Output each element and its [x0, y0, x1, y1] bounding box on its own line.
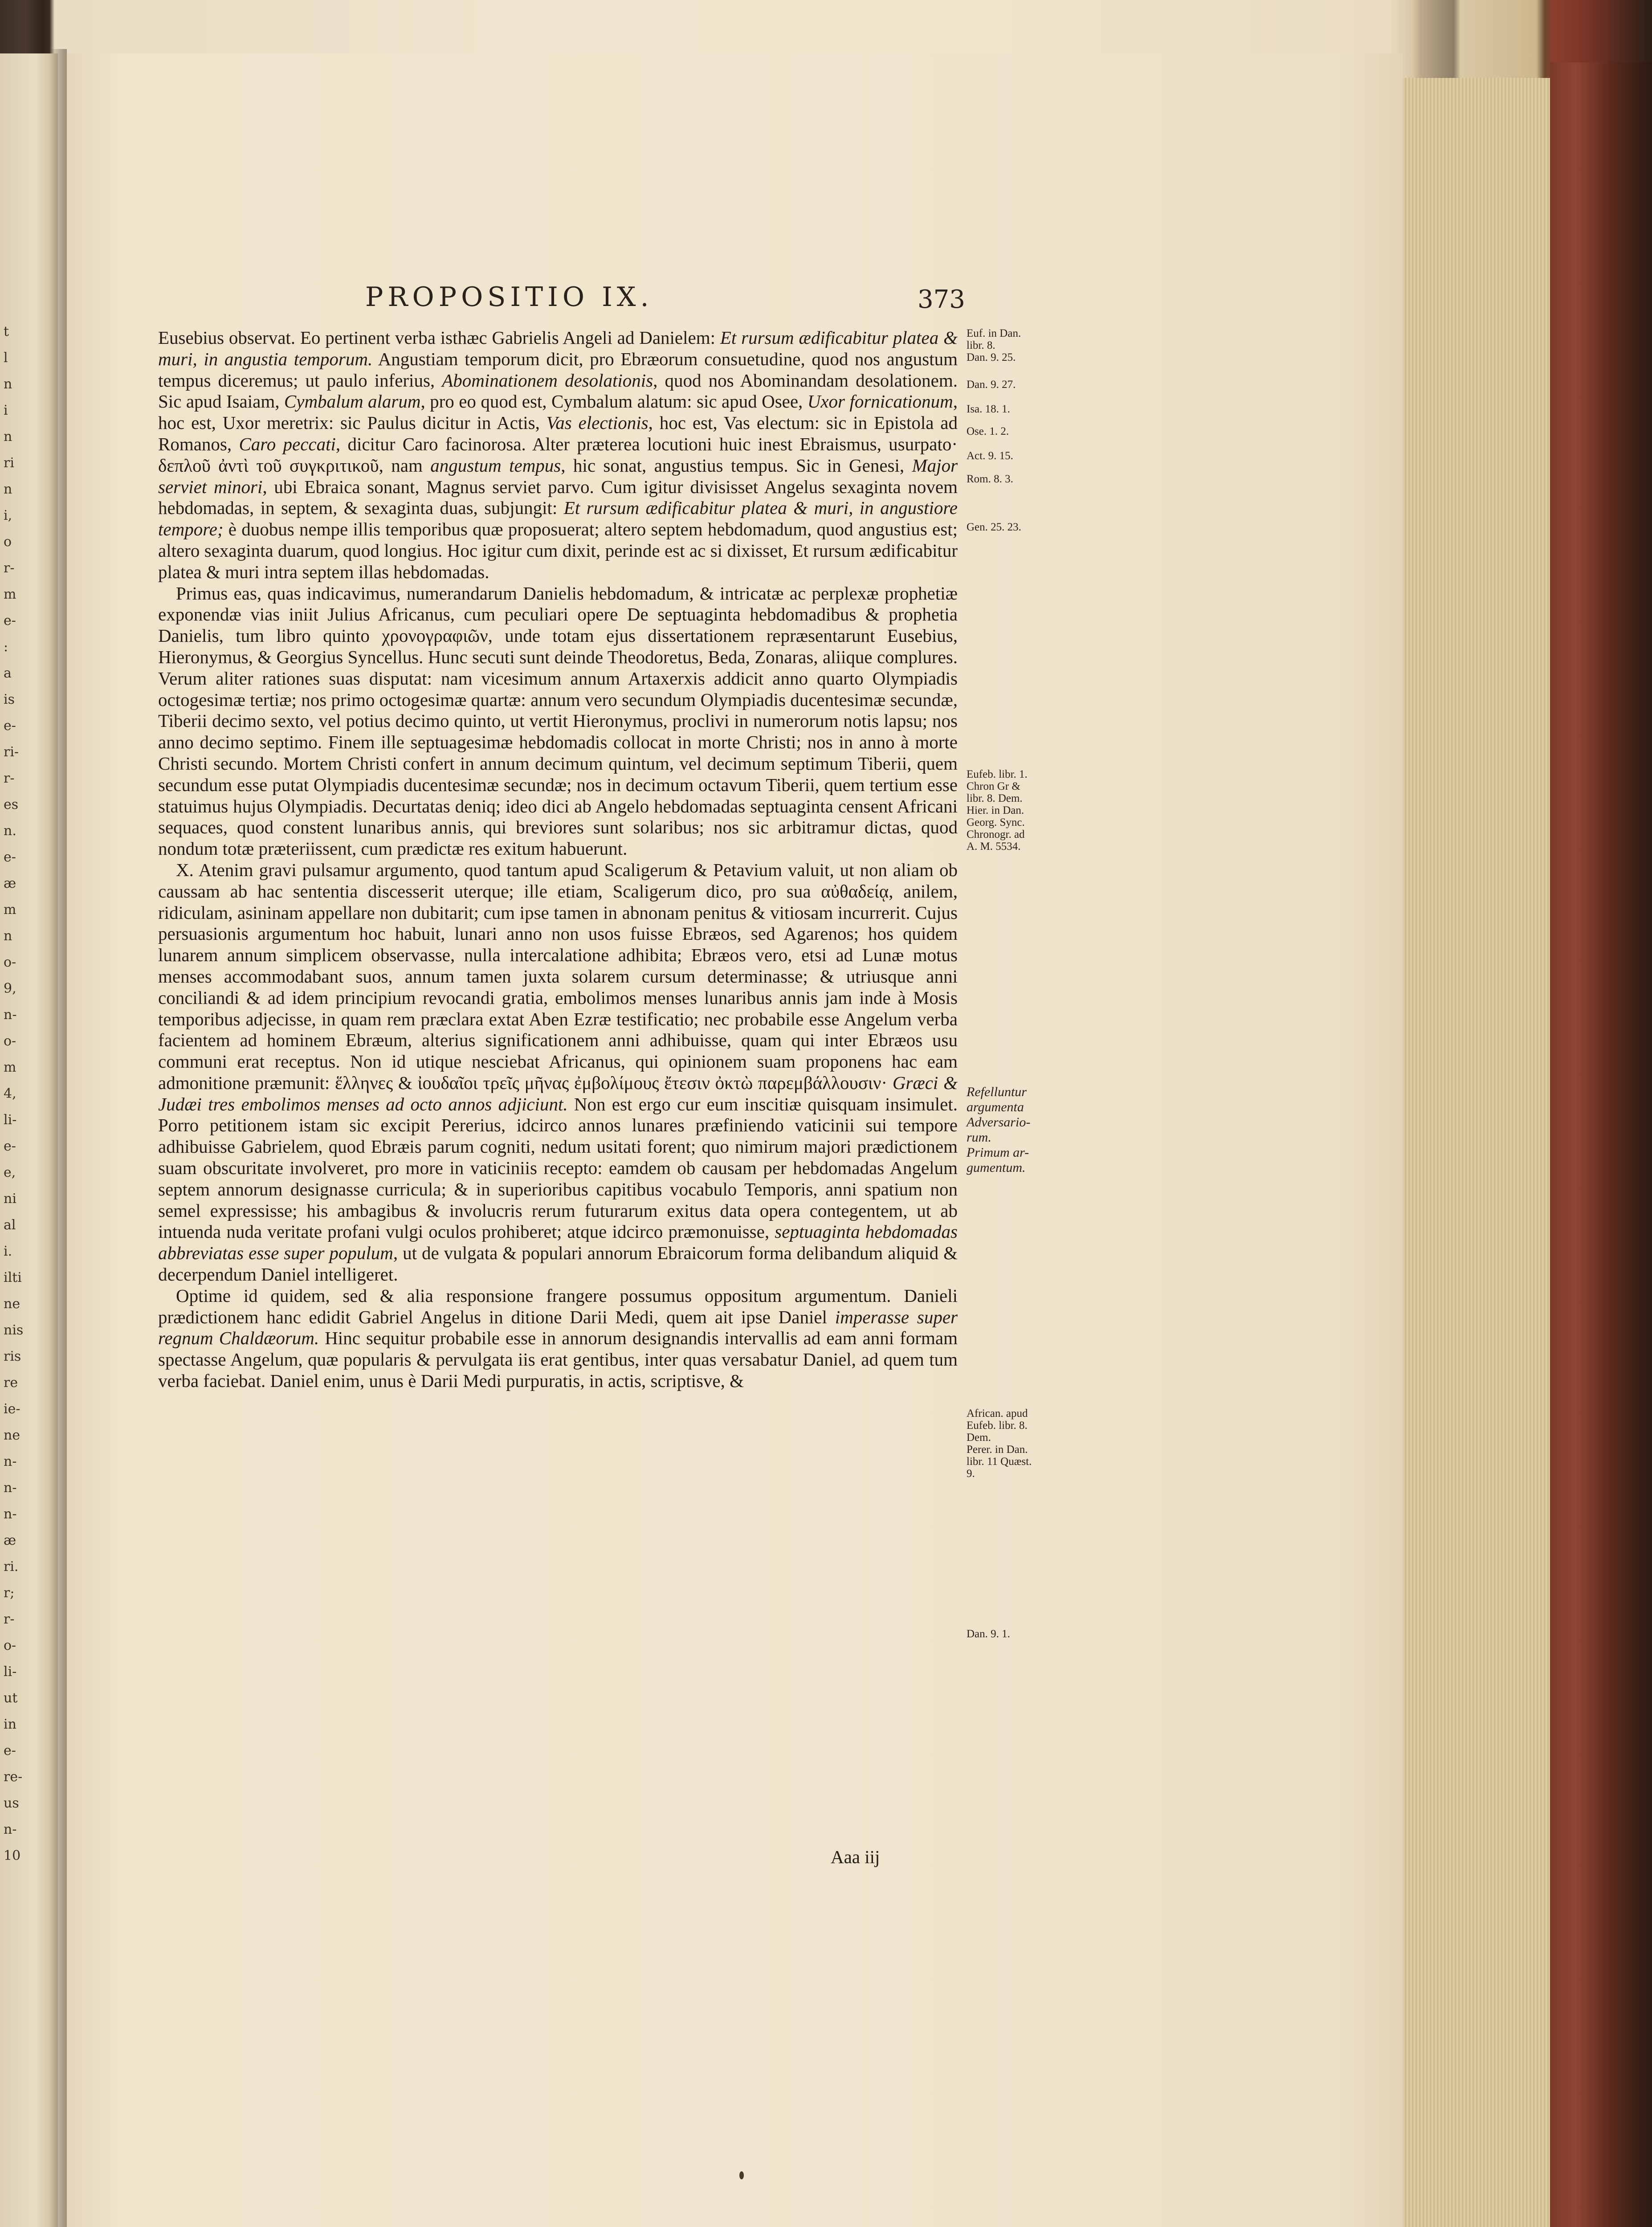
left-page-fragment: re [4, 1375, 18, 1391]
margin-note: Euf. in Dan. libr. 8. Dan. 9. 25. [967, 327, 1021, 363]
margin-note: Refelluntur argumenta Adversario- rum. Primum ar- gumentum. [967, 1085, 1031, 1175]
paragraph: Optime id quidem, sed & alia responsione frangere possumus oppositum argumentum. Danieli prædictionem hanc edidit Gabriel Angelus in ditione Darii Medi, quem ait ipse Daniel imperasse super regnum Chaldæorum. Hinc sequitur probabile esse in annorum designandis intervallis ad eam anni formam spectasse Angelum, quæ popularis & pervulgata iis erat gentibus, inter quas versabatur Daniel, ad quem tum verba faciebat. Daniel enim, unus è Darii Medi purpuratis, in actis, scriptisve, & [158, 1285, 958, 1391]
left-page-fragment: l [4, 350, 8, 366]
left-page-fragment: : [4, 639, 8, 655]
ink-spot [739, 2171, 744, 2179]
left-page-fragment: r- [4, 560, 15, 576]
left-page-fragment: n- [4, 1454, 17, 1469]
left-page-fragment: r- [4, 771, 15, 786]
left-page-fragment: e- [4, 1743, 16, 1758]
left-page-fragment: in [4, 1717, 16, 1732]
left-page-fragment: r- [4, 1611, 15, 1627]
left-page-fragment: n [4, 429, 12, 445]
left-page-fragment: n- [4, 1506, 17, 1522]
left-page-fragment: n [4, 481, 12, 497]
left-page-fragment: i [4, 403, 8, 418]
left-page-fragment: us [4, 1795, 19, 1811]
left-page-fragment: n- [4, 1480, 17, 1496]
margin-note: Dan. 9. 27. [967, 379, 1016, 391]
left-page-fragment: li- [4, 1112, 17, 1128]
left-page-fragment: r; [4, 1585, 15, 1601]
left-page-fragment: o- [4, 1638, 16, 1653]
left-page-fragment: ne [4, 1296, 20, 1312]
left-page-fragment: n. [4, 823, 16, 839]
left-page-fragment: li- [4, 1664, 17, 1680]
gutter-shadow [49, 49, 67, 2227]
left-page-fragment: n- [4, 1007, 17, 1023]
left-page-fragment: i. [4, 1244, 12, 1259]
left-page-fragment: ris [4, 1349, 21, 1364]
page-edges [1403, 78, 1550, 2227]
left-page-fragment: n- [4, 1822, 17, 1837]
left-page-fragment: ni [4, 1191, 16, 1207]
signature-mark: Aaa iij [831, 1847, 880, 1867]
left-page-fragment: o [4, 534, 12, 550]
paragraph: Eusebius observat. Eo pertinent verba isthæc Gabrielis Angeli ad Danielem: Et rursum ædificabitur platea & muri, in angustia temporum. Angustiam temporum dicit, pro Ebræorum consuetudine, quod nos angustum tempus diceremus; ut paulo inferius, Abominationem desolationis, quod nos Abominandam desolationem. Sic apud Isaiam, Cymbalum alarum, pro eo quod est, Cymbalum alatum: sic apud Osee, Uxor fornicationum, hoc est, Uxor meretrix: sic Paulus dicitur in Actis, Vas electionis, hoc est, Vas electum: sic in Epistola ad Romanos, Caro peccati, dicitur Caro facinorosa. Alter præterea locutioni huic inest Ebraismus, usurpato· δεπλοῦ ἀντὶ τοῦ συγκριτικοῦ, nam angustum tempus, hic sonat, angustius tempus. Sic in Genesi, Major serviet minori, ubi Ebraica sonant, Magnus serviet parvo. Cum igitur divisisset Angelus sexaginta novem hebdomadas, in septem, & sexaginta duas, subjungit: Et rursum ædificabitur platea & muri, in angustiore tempore; è duobus nempe illis temporibus quæ proposuerat; altero septem hebdomadum, quod angustius est; altero sexaginta duarum, quod longius. Hoc igitur cum dixit, perinde est ac si dixisset, Et rursum ædificabitur platea & muri intra septem illas hebdomadas. [158, 327, 958, 582]
left-page-fragment: is [4, 692, 15, 707]
page-number: 373 [918, 285, 965, 314]
left-page-fragment: 4, [4, 1086, 16, 1101]
left-page-fragment: m [4, 1060, 16, 1075]
margin-note: Act. 9. 15. [967, 450, 1013, 462]
left-page-fragment: n [4, 928, 12, 944]
book-cover-edge [1550, 62, 1652, 2227]
main-text-column [158, 327, 958, 1392]
left-page-fragment: ri. [4, 1559, 19, 1574]
left-page-fragment: ut [4, 1690, 18, 1706]
left-page-fragment: 9, [4, 981, 16, 996]
paragraph: Primus eas, quas indicavimus, numerandarum Danielis hebdomadum, & intricatæ ac perplexæ prophetiæ exponendæ vias iniit Julius Africanus, cum peculiari opere De septuaginta hebdomadibus & prophetia Danielis, tum libro quinto χρονογραφιῶν, unde totam ejus dissertationem repræsentarunt Eusebius, Hieronymus, & Georgius Syncellus. Hunc secuti sunt deinde Theodoretus, Beda, Zonaras, aliique complures. Verum aliter rationes suas disputat: nam vicesimum annum Artaxerxis addicit anno quarto Olympiadis octogesimæ tertiæ; nos primo octogesimæ quartæ: annum vero secundum Olympiadis ducentesimæ secundæ, Tiberii decimo sexto, vel potius decimo quinto, ut vertit Hieronymus, proclivi in numerorum notis lapsu; nos anno decimo septimo. Finem ille septuagesimæ hebdomadis collocat in morte Christi; nos in anno à morte Christi secundo. Mortem Christi confert in annum decimum quintum, vel decimum septimum Tiberii, quem secundum esse putat Olympiadis ducentesimæ secundæ; nos in decimum octavum Tiberii, quem tertium esse statuimus hujus Olympiadis. Decurtatas deniq; ideo dici ab Angelo hebdomadas septuaginta censent Africani sequaces, quod constent lunaribus annis, qui breviores sunt solaribus; nos sic arbitramur dictas, quod nondum totæ præteriissent, cum prædictæ res exitum habuerunt. [158, 583, 958, 859]
left-page-fragment: e- [4, 849, 16, 865]
left-page-fragment: es [4, 797, 19, 812]
left-page-fragment: e- [4, 1138, 16, 1154]
left-page-fragment: ie- [4, 1401, 20, 1417]
left-page-fragment: ri- [4, 744, 19, 760]
margin-note: Ose. 1. 2. [967, 425, 1009, 437]
left-page-fragment: re- [4, 1769, 23, 1785]
left-page-fragment: e- [4, 718, 16, 734]
left-page-fragment: ilti [4, 1270, 22, 1285]
left-page-fragment: e- [4, 613, 16, 628]
left-page-fragment: ri [4, 455, 14, 471]
margin-note: Rom. 8. 3. [967, 473, 1013, 485]
left-page-fragment: m [4, 587, 16, 602]
margin-note: Gen. 25. 23. [967, 521, 1021, 533]
margin-note: Isa. 18. 1. [967, 403, 1010, 415]
running-head: PROPOSITIO IX. [365, 281, 653, 313]
left-page-fragment: 10 [4, 1848, 21, 1864]
paragraph: X. Atenim gravi pulsamur argumento, quod tantum apud Scaligerum & Petavium valuit, ut non aliam ob caussam ab hac sententia discesserit uterque; ille etiam, Scaligerum dico, pro sua αὐθαδείᾳ, anilem, ridiculam, asininam appellare non dubitarit; cum ipse tamen in abnonam penitus & vitiosam incurrerit. Cujus persuasionis argumentum hoc habuit, lunari anno non usos fuisse Ebræos, sed Agarenos; hos quidem lunarem annum simplicem observasse, nulla intercalatione adhibita; Ebræos vero, etsi ad Lunæ motus menses accommodabant suos, annum tamen juxta solarem cursum determinasse; & utriusque anni conciliandi & ad idem principium revocandi gratia, embolimos menses lunaribus annis jam inde à Mosis temporibus adjecisse, in quam rem præclara extat Aben Ezræ testificatio; nec probabile esse Angelum verba facientem ad hominem Ebræum, alterius significationem anni adhibuisse, quam qui inter Ebræos usu communi erat receptus. Non id utique nesciebat Africanus, qui opinionem suam proponens hac eam admonitione præmunit: ἕλληνες & ἰουδαῖοι τρεῖς μῆνας ἐμβολίμους ἔτεσιν ὀκτὼ παρεμβάλλουσιν· Græci & Judæi tres embolimos menses ad octo annos adjiciunt. Non est ergo cur eum inscitiæ quisquam insimulet. Porro petitionem istam sic excipit Pererius, idcirco annos lunares præfiniendo vaticinii sui tempore adhibuisse Gabrielem, quod Ebræis parum cogniti, nedum usitati forent; quo nimirum majori prædictionem suam obscuritate involveret, pro more in vaticiniis recepto: eamdem ob causam per hebdomadas Angelum septem annorum designasse curricula; & in superioribus capitibus vocabulo Temporis, anni spatium non semel expressisse; his ambagibus & involucris rerum futurarum exitus data opera contegentem, ut ab intuenda nuda veritate profani vulgi oculos prohiberet; atque idcirco præmonuisse, septuaginta hebdomadas abbreviatas esse super populum, ut de vulgata & populari annorum Ebraicorum forma delibandum aliquid & decerpendum Daniel intelligeret. [158, 859, 958, 1285]
margin-note: Eufeb. libr. 1. Chron Gr & libr. 8. Dem. Hier. in Dan. Georg. Sync. Chronogr. ad A. M. 5534. [967, 768, 1028, 852]
left-page-fragment: al [4, 1217, 16, 1233]
left-page-fragment: æ [4, 1533, 16, 1548]
left-page-fragment: m [4, 902, 16, 918]
left-page-fragment: ne [4, 1428, 20, 1443]
left-page-fragment: o- [4, 954, 16, 970]
left-page-fragment: nis [4, 1322, 24, 1338]
left-page-fragment: æ [4, 876, 16, 891]
margin-note: African. apud Eufeb. libr. 8. Dem. Perer. in Dan. libr. 11 Quæst. 9. [967, 1407, 1032, 1480]
left-page-fragment: o- [4, 1033, 16, 1049]
left-page-fragment: n [4, 376, 12, 392]
left-page-fragment: a [4, 665, 12, 681]
margin-note: Dan. 9. 1. [967, 1628, 1010, 1640]
left-page-fragment: i, [4, 508, 12, 523]
left-page-fragment: e, [4, 1165, 16, 1180]
left-page-fragment: t [4, 324, 9, 339]
